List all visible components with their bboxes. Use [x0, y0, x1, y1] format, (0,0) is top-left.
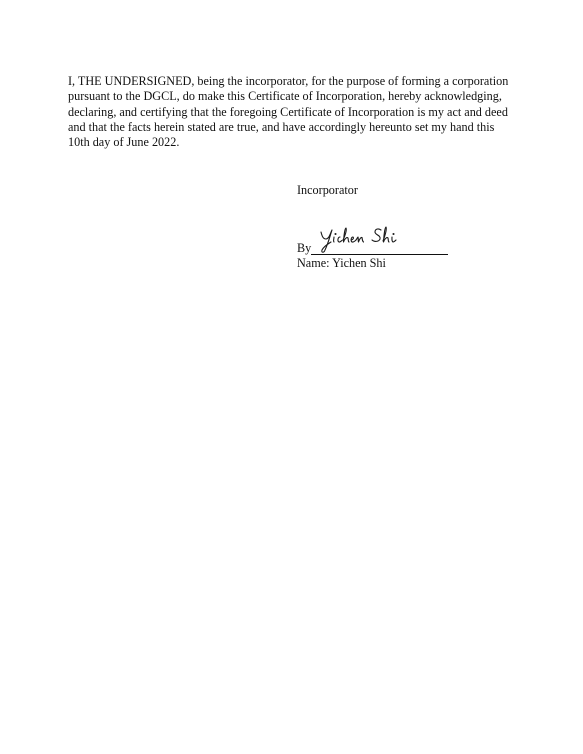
signer-name: Name: Yichen Shi: [297, 256, 386, 270]
signature-block: [297, 183, 497, 271]
incorporator-label: Incorporator: [297, 183, 358, 197]
handwritten-signature: [315, 224, 415, 256]
by-label: By: [297, 241, 312, 255]
signature-line: [297, 238, 497, 256]
certification-paragraph: I, THE UNDERSIGNED, being the incorporator, for the purpose of forming a corporation pursuant to the DGCL, do make this Certificate of Incorporation, hereby acknowledging, declaring, and certifying that the foregoing Certificate of Incorporation is my act and deed and that the facts herein stated are true, and have accordingly hereunto set my hand this 10th day of June 2022.: [68, 74, 509, 150]
